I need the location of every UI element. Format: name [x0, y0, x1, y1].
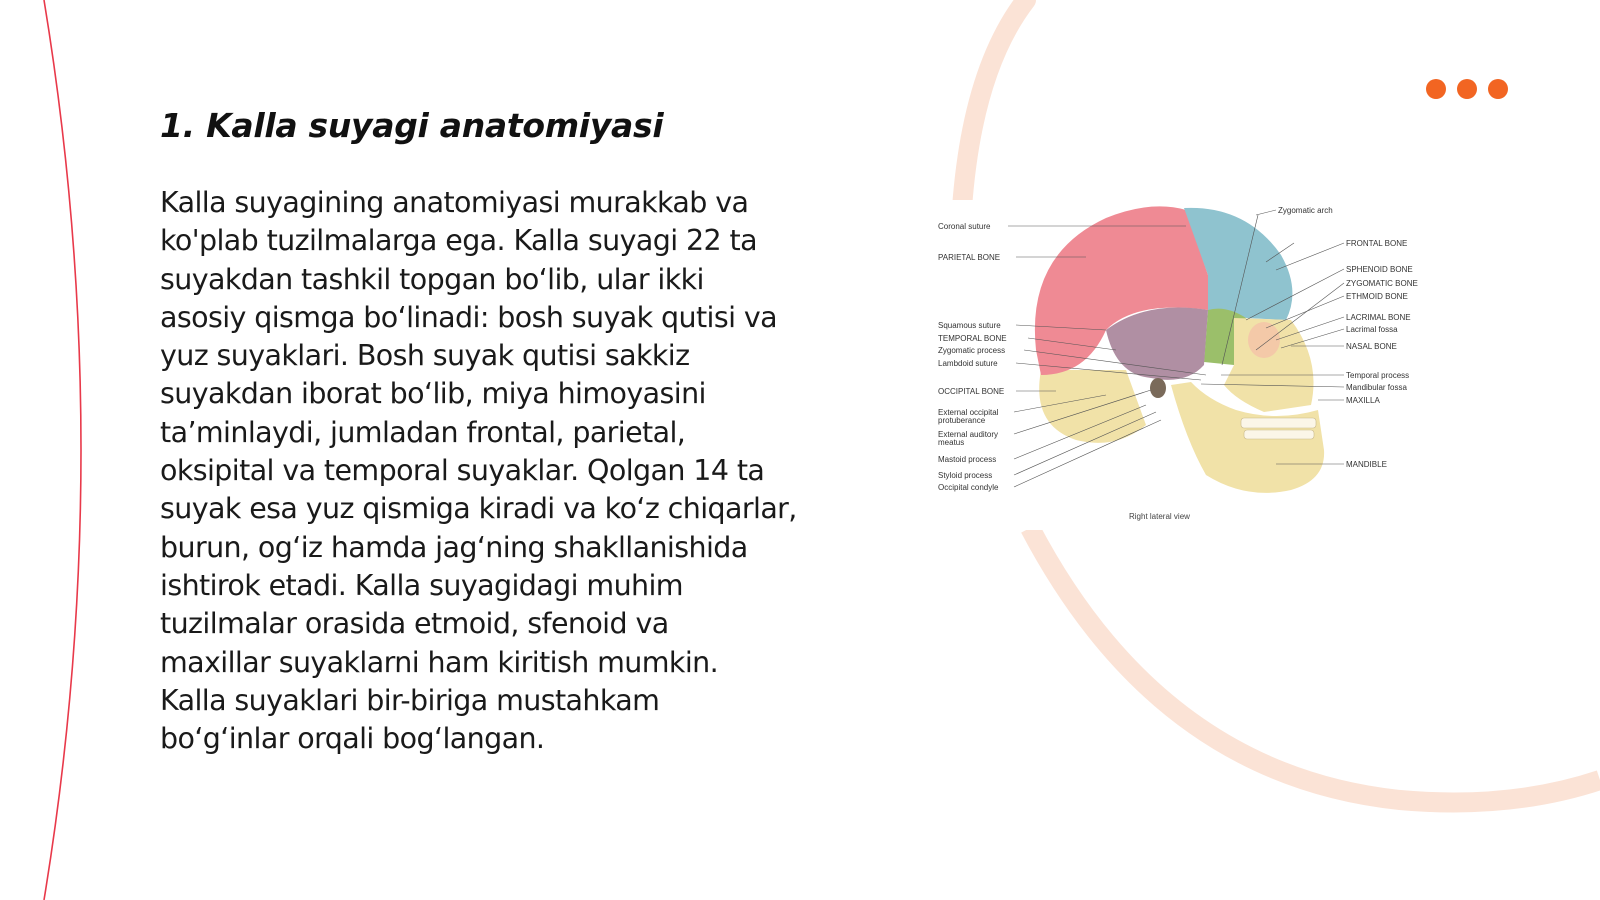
- label-mandibular-fossa: Mandibular fossa: [1346, 383, 1407, 392]
- label-meatus: meatus: [938, 438, 965, 447]
- label-zygomatic-bone: ZYGOMATIC BONE: [1346, 279, 1418, 288]
- label-zygomatic-arch: Zygomatic arch: [1278, 206, 1333, 215]
- label-coronal-suture: Coronal suture: [938, 222, 991, 231]
- orange-dot: [1426, 79, 1446, 99]
- label-external-occipital: External occipital: [938, 408, 999, 417]
- left-accent-curve: [44, 0, 81, 900]
- peach-arc-top: [962, 0, 1026, 208]
- label-external-auditory: External auditory: [938, 430, 999, 439]
- orange-dot: [1488, 79, 1508, 99]
- label-maxilla: MAXILLA: [1346, 396, 1380, 405]
- label-occipital-condyle: Occipital condyle: [938, 483, 999, 492]
- label-temporal-process: Temporal process: [1346, 371, 1410, 380]
- peach-arc-bottom: [1030, 528, 1600, 803]
- label-protuberance: protuberance: [938, 416, 986, 425]
- teeth-upper: [1241, 418, 1316, 428]
- ear-canal-shape: [1150, 378, 1166, 398]
- skull-anatomy-figure: [938, 200, 1456, 530]
- label-parietal-bone: PARIETAL BONE: [938, 253, 1001, 262]
- label-zygomatic-process: Zygomatic process: [938, 346, 1006, 355]
- label-frontal-bone: FRONTAL BONE: [1346, 239, 1408, 248]
- slide-body-text: Kalla suyagining anatomiyasi murakkab va ko'plab tuzilmalarga ega. Kalla suyagi 22 ta suyakdan tashkil topgan bo‘lib, ular ikki asosiy qismga bo‘linadi: bosh suyak qutisi va yuz suyaklari. Bosh suyak qutisi sakkiz suyakdan iborat bo‘lib, miya himoyasini ta’minlaydi, jumladan frontal, parietal, oksipital va temporal suyaklar. Qolgan 14 ta suyak esa yuz qismiga kiradi va ko‘z chiqarlar, burun, og‘iz hamda jag‘ning shakllanishida ishtirok etadi. Kalla suyagidagi muhim tuzilmalar orasida etmoid, sfenoid va maxillar suyaklarni ham kiritish mumkin. Kalla suyaklari bir-biriga mustahkam bo‘g‘inlar orqali bog‘langan.: [160, 186, 797, 756]
- label-squamous-suture: Squamous suture: [938, 321, 1001, 330]
- label-sphenoid-bone: SPHENOID BONE: [1346, 265, 1413, 274]
- label-lacrimal-bone: LACRIMAL BONE: [1346, 313, 1411, 322]
- orange-dot: [1457, 79, 1477, 99]
- label-nasal-bone: NASAL BONE: [1346, 342, 1397, 351]
- label-styloid-process: Styloid process: [938, 471, 993, 480]
- teeth-lower: [1244, 430, 1314, 439]
- figure-caption: Right lateral view: [1129, 512, 1190, 521]
- label-occipital-bone: OCCIPITAL BONE: [938, 387, 1005, 396]
- label-lacrimal-fossa: Lacrimal fossa: [1346, 325, 1398, 334]
- label-mandible: MANDIBLE: [1346, 460, 1387, 469]
- orbit-shape: [1248, 322, 1280, 358]
- skull-illustration: [938, 200, 1456, 530]
- label-lambdoid-suture: Lambdoid suture: [938, 359, 998, 368]
- label-ethmoid-bone: ETHMOID BONE: [1346, 292, 1408, 301]
- label-temporal-bone: TEMPORAL BONE: [938, 334, 1007, 343]
- occipital-region: [1039, 370, 1146, 443]
- label-mastoid-process: Mastoid process: [938, 455, 997, 464]
- slide-title: 1. Kalla suyagi anatomiyasi: [160, 106, 664, 145]
- decorative-dots: [1426, 79, 1508, 99]
